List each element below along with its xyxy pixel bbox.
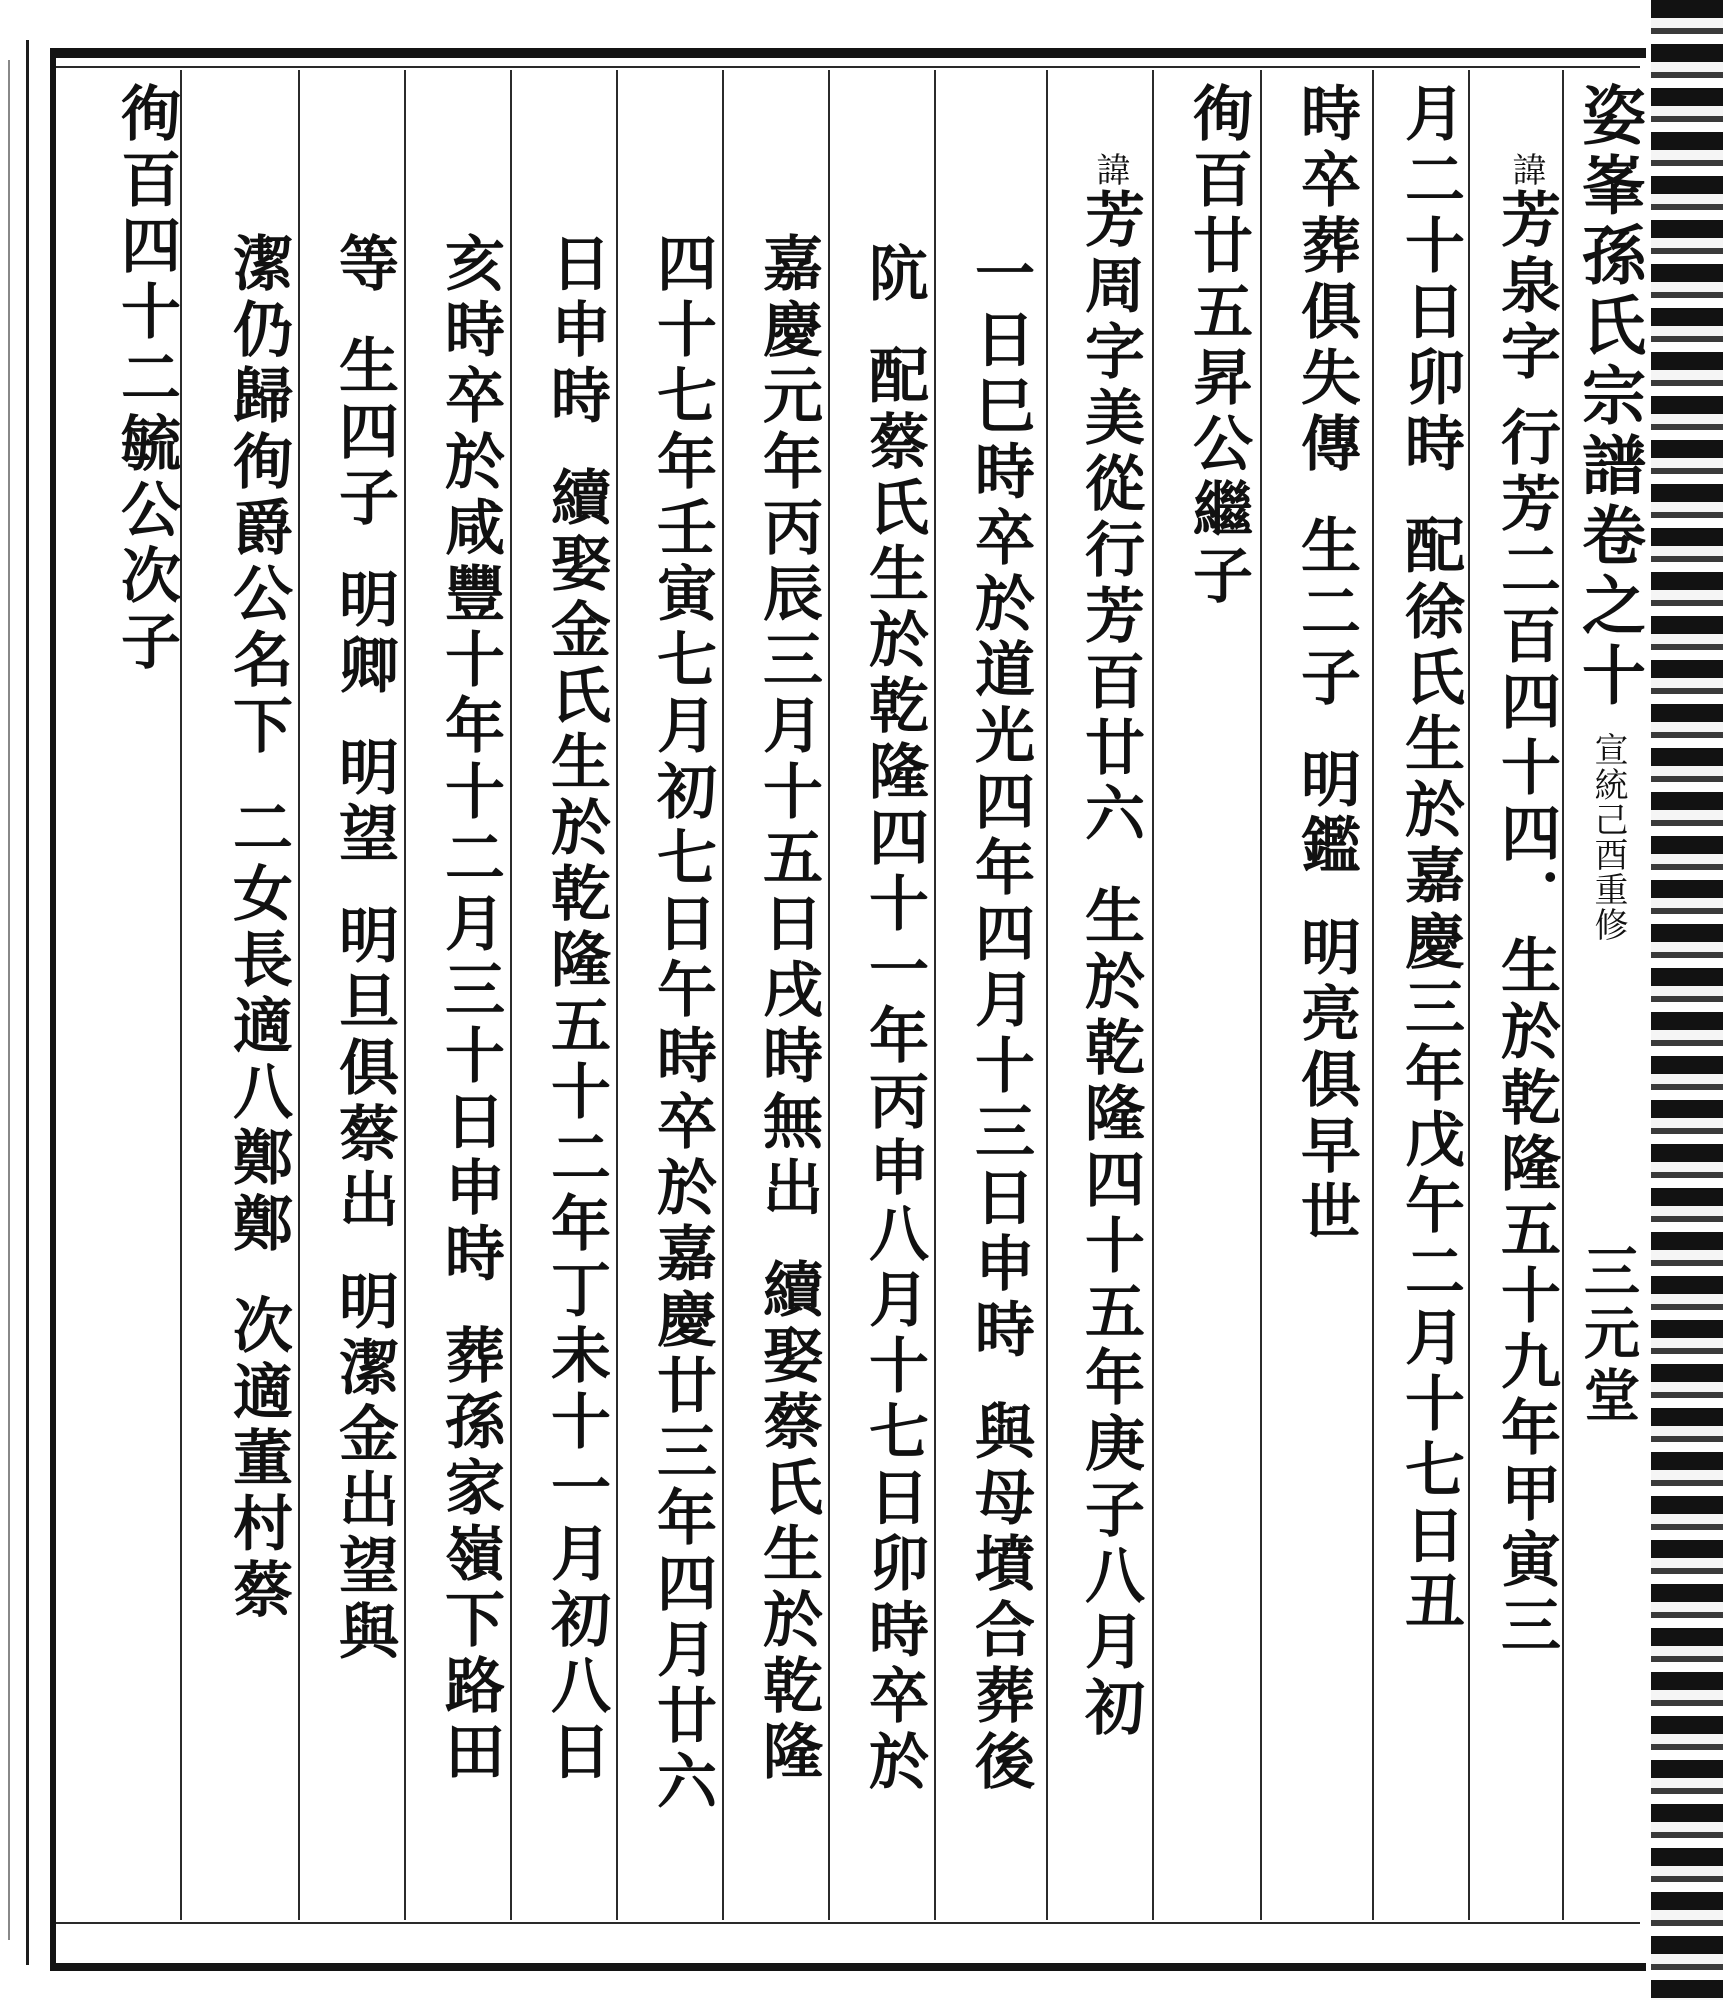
- entry-2-line-3: [844, 82, 929, 1922]
- margin-column: [1568, 82, 1646, 1922]
- entry-2-head: [1168, 82, 1253, 1922]
- entry-2-line-7: [420, 82, 505, 1922]
- daughters-text: 二女長適八鄭鄭: [223, 796, 293, 1258]
- column-divider: [828, 70, 830, 1920]
- entry-2-line-9: [208, 82, 293, 1922]
- birth-text: 生於乾隆四十五年庚子八月初: [1075, 884, 1145, 1742]
- spouse-text: 配徐氏生於嘉慶三年戊午二月十七日丑: [1395, 514, 1465, 1636]
- entry-1-line-2: [1380, 82, 1465, 1922]
- burial-text: 與母墳合葬後: [965, 1400, 1035, 1796]
- lineage-head: 徇百廿五昇公繼子: [1183, 82, 1253, 610]
- name-text: 芳周字: [1075, 188, 1145, 386]
- entry-2-line-1: [1060, 82, 1145, 1922]
- left-page-edge: [0, 40, 29, 1965]
- child-name: 明卿: [329, 568, 399, 700]
- spouse-text: 配蔡氏生於乾隆四十一年丙申八月十七日卯時卒於: [859, 344, 929, 1796]
- entry-2-line-5: [632, 82, 717, 1922]
- children-count: 生二子: [1291, 514, 1361, 712]
- lineage-head: 徇百四十二毓公次子: [111, 82, 181, 676]
- taboo-name-label: 諱: [1090, 152, 1130, 188]
- entry-1-line-3: [1276, 82, 1361, 1922]
- edition-note: 宣統己酉重修: [1588, 732, 1628, 942]
- column-divider: [1372, 70, 1374, 1920]
- burial-text: 時卒葬俱失傳: [1291, 82, 1361, 478]
- column-divider: [722, 70, 724, 1920]
- entry-3-head: [96, 82, 181, 1922]
- third-spouse-text: 續娶金氏生於乾隆五十二年丁未十一月初八日: [541, 466, 611, 1786]
- column-divider: [510, 70, 512, 1920]
- binding-stitches: [1651, 0, 1723, 2000]
- children-count: 生四子: [329, 334, 399, 532]
- column-divider: [1468, 70, 1470, 1920]
- frame-inner-top-line: [56, 66, 1640, 68]
- daughter-text: 次適董村蔡: [223, 1294, 293, 1624]
- birth-text: 行芳二百四十四．生於乾隆五十九年甲寅三: [1491, 406, 1561, 1660]
- child-name: 明潔金出望與: [329, 1270, 399, 1666]
- spouse-dates-text: 四十七年壬寅七月初七日午時卒於嘉慶廿三年四月廿六: [647, 232, 717, 1816]
- child-name: 明旦俱蔡出: [329, 904, 399, 1234]
- spouse-death-text: 嘉慶元年丙辰三月十五日戌時無出: [753, 232, 823, 1222]
- column-divider: [616, 70, 618, 1920]
- column-divider: [1562, 70, 1564, 1920]
- rank-text: 美從行芳百廿六: [1075, 386, 1145, 848]
- child-name: 明望: [329, 736, 399, 868]
- second-spouse-text: 續娶蔡氏生於乾隆: [753, 1258, 823, 1786]
- frame-inner-bottom-line: [56, 1922, 1640, 1924]
- column-divider: [1152, 70, 1154, 1920]
- entry-2-line-2: [950, 82, 1035, 1922]
- hall-name: 三元堂: [1575, 1242, 1641, 1428]
- entry-2-line-6: [526, 82, 611, 1922]
- place-text: 阬: [859, 242, 929, 308]
- column-divider: [1046, 70, 1048, 1920]
- book-title: 姿峯孫氏宗譜: [1571, 82, 1646, 502]
- death-text: 一日巳時卒於道光四年四月十三日申時: [965, 242, 1035, 1364]
- birth-date-text: 月二十日卯時: [1395, 82, 1465, 478]
- adoption-text: 潔仍歸徇爵公名下: [223, 232, 293, 760]
- column-divider: [934, 70, 936, 1920]
- column-divider: [298, 70, 300, 1920]
- entry-2-line-8: [314, 82, 399, 1922]
- column-divider: [1260, 70, 1262, 1920]
- volume-label: 卷之十: [1571, 502, 1646, 712]
- place-text: 等: [329, 232, 399, 298]
- column-divider: [404, 70, 406, 1920]
- time-text: 日申時: [541, 232, 611, 430]
- burial-text: 葬孫家嶺下路田: [435, 1324, 505, 1786]
- child-name: 明鑑: [1291, 748, 1361, 880]
- taboo-name-label: 諱: [1506, 152, 1546, 188]
- child-name: 明亮俱早世: [1291, 916, 1361, 1246]
- entry-2-line-4: [738, 82, 823, 1922]
- entry-1-line-1: [1476, 82, 1561, 1922]
- name-text: 芳泉字: [1491, 188, 1561, 386]
- death-text: 亥時卒於咸豐十年十二月三十日申時: [435, 232, 505, 1288]
